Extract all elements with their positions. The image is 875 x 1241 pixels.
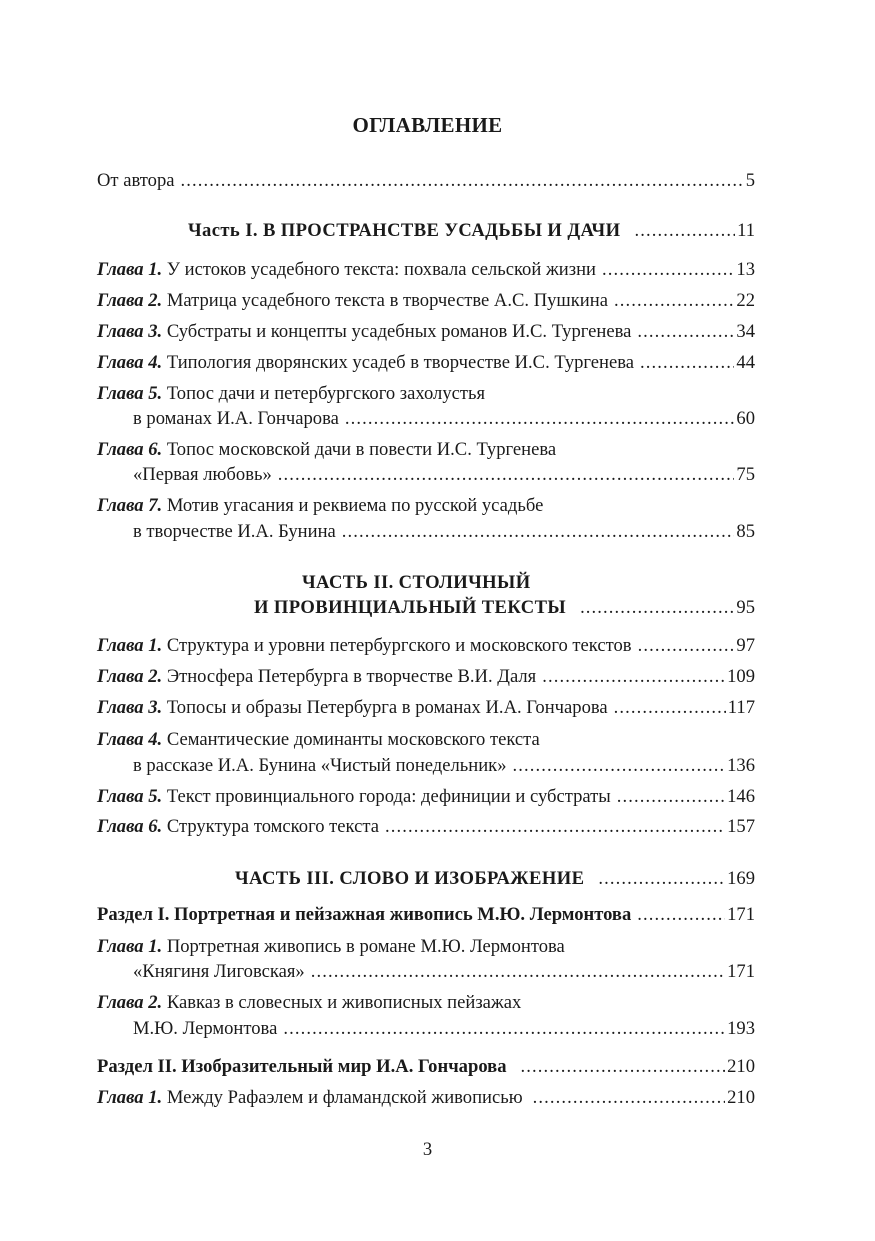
toc-entry-chapter[interactable] bbox=[97, 352, 755, 374]
entry-page: 136 bbox=[727, 755, 755, 776]
toc-entry-chapter-line1[interactable] bbox=[97, 936, 565, 958]
chapter-title-continued: «Княгиня Лиговская» bbox=[133, 961, 305, 982]
chapter-title: Этносфера Петербурга в творчестве В.И. Даля bbox=[166, 666, 537, 687]
entry-page: 210 bbox=[727, 1056, 755, 1077]
dot-leader bbox=[181, 170, 744, 192]
dot-leader bbox=[598, 868, 725, 890]
entry-page: 117 bbox=[727, 697, 755, 718]
part-title-line2: И ПРОВИНЦИАЛЬНЫЙ ТЕКСТЫ bbox=[254, 597, 567, 618]
dot-leader bbox=[533, 1087, 725, 1109]
chapter-title: Кавказ в словесных и живописных пейзажах bbox=[166, 992, 522, 1013]
toc-entry-section-1[interactable] bbox=[97, 904, 755, 926]
dot-leader bbox=[311, 961, 725, 983]
toc-entry-chapter-line1[interactable] bbox=[97, 729, 540, 751]
entry-page: 75 bbox=[736, 464, 755, 485]
entry-page: 44 bbox=[736, 352, 755, 373]
entry-page: 193 bbox=[727, 1018, 755, 1039]
chapter-title-continued: в творчестве И.А. Бунина bbox=[133, 521, 336, 542]
section-title: Раздел I. Портретная и пейзажная живопись М.Ю. Лермонтова bbox=[97, 904, 632, 925]
toc-entry-chapter[interactable] bbox=[97, 697, 755, 719]
toc-entry-chapter-line2[interactable] bbox=[133, 408, 755, 430]
chapter-number: Глава 5. bbox=[97, 383, 163, 404]
chapter-title: Между Рафаэлем и фламандской живописью bbox=[166, 1087, 523, 1108]
dot-leader bbox=[521, 1056, 726, 1078]
chapter-title: Топос московской дачи в повести И.С. Тургенева bbox=[166, 439, 557, 460]
dot-leader bbox=[385, 816, 725, 838]
toc-entry-chapter-line2[interactable] bbox=[133, 521, 755, 543]
chapter-title: Портретная живопись в романе М.Ю. Лермонтова bbox=[166, 936, 565, 957]
part-title-line1: ЧАСТЬ II. СТОЛИЧНЫЙ bbox=[302, 572, 531, 593]
dot-leader bbox=[614, 697, 726, 719]
dot-leader bbox=[638, 635, 735, 657]
chapter-title: Мотив угасания и реквиема по русской усадьбе bbox=[166, 495, 544, 516]
dot-leader bbox=[602, 259, 734, 281]
dot-leader bbox=[345, 408, 735, 430]
chapter-number: Глава 6. bbox=[97, 816, 163, 837]
entry-page: 13 bbox=[736, 259, 755, 280]
toc-entry-chapter-line1[interactable] bbox=[97, 992, 521, 1014]
chapter-number: Глава 6. bbox=[97, 439, 163, 460]
entry-page: 146 bbox=[727, 786, 755, 807]
dot-leader bbox=[342, 521, 735, 543]
entry-page: 34 bbox=[736, 321, 755, 342]
dot-leader bbox=[542, 666, 725, 688]
toc-entry-chapter-line1[interactable] bbox=[97, 439, 556, 461]
toc-entry-part-2[interactable] bbox=[254, 597, 755, 619]
chapter-title: Топос дачи и петербургского захолустья bbox=[166, 383, 486, 404]
toc-entry-chapter-line2[interactable] bbox=[133, 1018, 755, 1040]
dot-leader bbox=[580, 597, 734, 619]
chapter-title: Структура томского текста bbox=[166, 816, 379, 837]
toc-entry-chapter-line2[interactable] bbox=[133, 464, 755, 486]
entry-page: 157 bbox=[727, 816, 755, 837]
toc-entry-chapter[interactable] bbox=[97, 666, 755, 688]
entry-page: 210 bbox=[727, 1087, 755, 1108]
chapter-title: Матрица усадебного текста в творчестве А.С. Пушкина bbox=[166, 290, 608, 311]
toc-entry-chapter[interactable] bbox=[97, 321, 755, 343]
toc-entry-chapter-line1[interactable] bbox=[97, 383, 485, 405]
entry-page: 171 bbox=[727, 904, 755, 925]
toc-entry-chapter[interactable] bbox=[97, 816, 755, 838]
entry-page: 5 bbox=[745, 170, 755, 191]
chapter-number: Глава 1. bbox=[97, 936, 163, 957]
dot-leader bbox=[634, 220, 735, 242]
dot-leader bbox=[283, 1018, 725, 1040]
entry-page: 85 bbox=[736, 521, 755, 542]
entry-page: 97 bbox=[736, 635, 755, 656]
toc-entry-chapter[interactable] bbox=[97, 1087, 755, 1109]
dot-leader bbox=[278, 464, 735, 486]
toc-entry-part-3[interactable] bbox=[235, 868, 755, 890]
chapter-title-continued: «Первая любовь» bbox=[133, 464, 272, 485]
chapter-title: Субстраты и концепты усадебных романов И.С. Тургенева bbox=[166, 321, 632, 342]
entry-page: 22 bbox=[736, 290, 755, 311]
chapter-number: Глава 4. bbox=[97, 352, 163, 373]
entry-page: 169 bbox=[727, 868, 755, 889]
chapter-title: Семантические доминанты московского текста bbox=[166, 729, 540, 750]
page-number: 3 bbox=[422, 1139, 433, 1160]
chapter-title: Структура и уровни петербургского и московского текстов bbox=[166, 635, 632, 656]
chapter-number: Глава 4. bbox=[97, 729, 163, 750]
part-title: ЧАСТЬ III. СЛОВО И ИЗОБРАЖЕНИЕ bbox=[235, 868, 585, 889]
entry-page: 11 bbox=[737, 220, 755, 241]
chapter-number: Глава 2. bbox=[97, 666, 163, 687]
chapter-number: Глава 1. bbox=[97, 1087, 163, 1108]
entry-page: 60 bbox=[736, 408, 755, 429]
chapter-number: Глава 3. bbox=[97, 321, 163, 342]
chapter-number: Глава 3. bbox=[97, 697, 163, 718]
chapter-title: Топосы и образы Петербурга в романах И.А. Гончарова bbox=[166, 697, 608, 718]
toc-entry-chapter[interactable] bbox=[97, 290, 755, 312]
chapter-title-continued: в романах И.А. Гончарова bbox=[133, 408, 339, 429]
dot-leader bbox=[637, 321, 734, 343]
chapter-number: Глава 2. bbox=[97, 290, 163, 311]
toc-title: ОГЛАВЛЕНИЕ bbox=[352, 113, 503, 137]
chapter-title-continued: в рассказе И.А. Бунина «Чистый понедельник» bbox=[133, 755, 507, 776]
chapter-title-continued: М.Ю. Лермонтова bbox=[133, 1018, 278, 1039]
toc-entry-chapter-line2[interactable] bbox=[133, 961, 755, 983]
dot-leader bbox=[614, 290, 734, 312]
dot-leader bbox=[640, 352, 734, 374]
toc-entry-chapter[interactable] bbox=[97, 786, 755, 808]
chapter-number: Глава 1. bbox=[97, 635, 163, 656]
toc-entry-author-note[interactable] bbox=[97, 170, 755, 192]
chapter-title: Текст провинциального города: дефиниции и субстраты bbox=[166, 786, 611, 807]
toc-entry-chapter[interactable] bbox=[97, 635, 755, 657]
entry-page: 171 bbox=[727, 961, 755, 982]
dot-leader bbox=[513, 755, 726, 777]
chapter-number: Глава 7. bbox=[97, 495, 163, 516]
chapter-title: Типология дворянских усадеб в творчестве И.С. Тургенева bbox=[166, 352, 635, 373]
chapter-title: У истоков усадебного текста: похвала сельской жизни bbox=[166, 259, 596, 280]
toc-entry-chapter-line1[interactable] bbox=[97, 495, 543, 517]
entry-page: 109 bbox=[727, 666, 755, 687]
section-title: Раздел II. Изобразительный мир И.А. Гончарова bbox=[97, 1056, 507, 1077]
chapter-number: Глава 2. bbox=[97, 992, 163, 1013]
chapter-number: Глава 5. bbox=[97, 786, 163, 807]
toc-entry-section-2[interactable] bbox=[97, 1056, 755, 1078]
dot-leader bbox=[637, 904, 725, 926]
dot-leader bbox=[617, 786, 725, 808]
part-title: Часть I. В ПРОСТРАНСТВЕ УСАДЬБЫ И ДАЧИ bbox=[188, 220, 621, 241]
chapter-number: Глава 1. bbox=[97, 259, 163, 280]
entry-page: 95 bbox=[736, 597, 755, 618]
entry-label: От автора bbox=[97, 170, 175, 191]
toc-entry-chapter-line2[interactable] bbox=[133, 755, 755, 777]
toc-entry-chapter[interactable] bbox=[97, 259, 755, 281]
toc-entry-part-1[interactable] bbox=[188, 220, 755, 242]
